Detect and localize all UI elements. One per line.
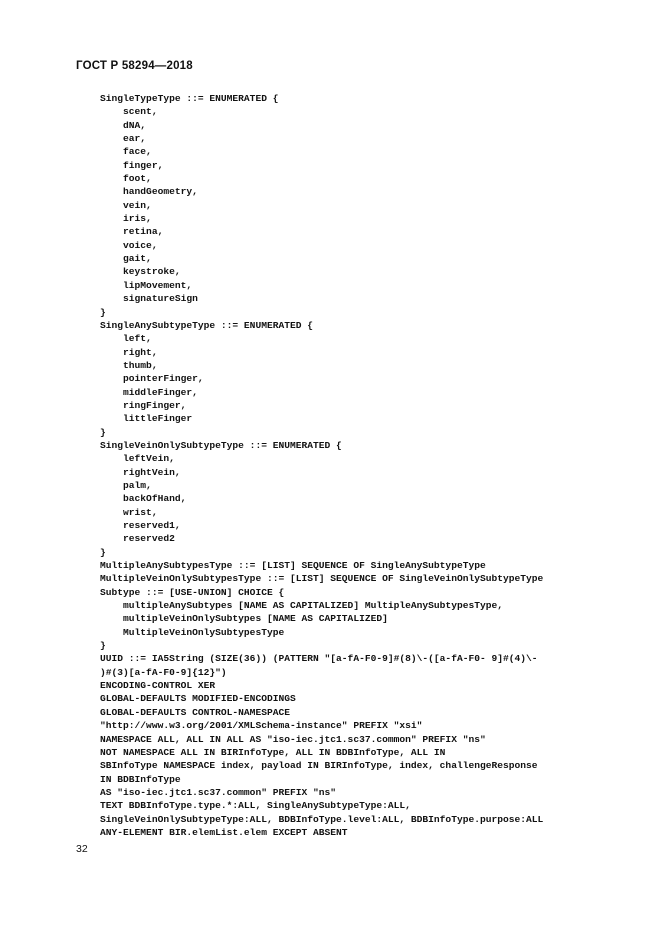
asn1-code-listing: [100, 92, 630, 839]
code-line: reserved1,: [100, 520, 181, 531]
code-line: rightVein,: [100, 466, 181, 478]
code-line: ear,: [100, 133, 147, 145]
code-line: voice,: [100, 239, 158, 251]
code-line: ENCODING-CONTROL XER: [100, 680, 216, 692]
page-number: 32: [76, 843, 88, 855]
code-line: NOT NAMESPACE ALL IN BIRInfoType, ALL IN BDBInfoType, ALL IN: [100, 746, 446, 758]
code-line: SBInfoType NAMESPACE index, payload IN BIRInfoType, index, challengeResponse: [100, 760, 538, 772]
code-line: backOfHand,: [100, 493, 187, 505]
code-line: "http://www.w3.org/2001/XMLSchema-instance" PREFIX "xsi": [100, 720, 423, 732]
code-line: left,: [100, 333, 152, 345]
code-line: middleFinger,: [100, 386, 198, 398]
code-line: TEXT BDBInfoType.type.*:ALL, SingleAnySubtypeType:ALL,: [100, 800, 411, 812]
code-line: AS "iso-iec.jtc1.sc37.common" PREFIX "ns": [100, 786, 337, 798]
code-line: multipleAnySubtypes [NAME AS CAPITALIZED] MultipleAnySubtypesType,: [100, 600, 504, 612]
code-line: pointerFinger,: [100, 373, 204, 385]
code-line: MultipleAnySubtypesType ::= [LIST] SEQUENCE OF SingleAnySubtypeType: [100, 560, 486, 572]
code-line: multipleVeinOnlySubtypes [NAME AS CAPITALIZED]: [100, 613, 388, 625]
code-line: keystroke,: [100, 266, 181, 278]
code-line: )#(3)[a-fA-F0-9]{12}"): [100, 666, 227, 678]
code-line: MultipleVeinOnlySubtypesType: [100, 626, 285, 638]
code-line: }: [100, 546, 106, 558]
code-line: thumb,: [100, 359, 158, 371]
code-line: SingleAnySubtypeType ::= ENUMERATED {: [100, 319, 314, 331]
code-line: }: [100, 640, 106, 652]
code-line: face,: [100, 146, 152, 158]
code-line: gait,: [100, 253, 152, 265]
code-line: retina,: [100, 226, 164, 238]
code-line: dNA,: [100, 119, 147, 131]
code-line: Subtype ::= [USE-UNION] CHOICE {: [100, 586, 285, 598]
code-line: leftVein,: [100, 453, 175, 465]
code-line: SingleVeinOnlySubtypeType ::= ENUMERATED {: [100, 439, 342, 451]
code-line: vein,: [100, 199, 152, 211]
code-line: GLOBAL-DEFAULTS MODIFIED-ENCODINGS: [100, 693, 296, 705]
code-line: ANY-ELEMENT BIR.elemList.elem EXCEPT ABSENT: [100, 826, 348, 838]
code-line: MultipleVeinOnlySubtypesType ::= [LIST] SEQUENCE OF SingleVeinOnlySubtypeType: [100, 573, 544, 585]
code-line: palm,: [100, 479, 152, 491]
code-line: wrist,: [100, 506, 158, 518]
code-line: handGeometry,: [100, 186, 198, 198]
code-line: scent,: [100, 106, 158, 118]
code-line: reserved2: [100, 533, 175, 545]
code-line: signatureSign: [100, 293, 198, 305]
code-line: lipMovement,: [100, 279, 193, 291]
code-line: GLOBAL-DEFAULTS CONTROL-NAMESPACE: [100, 706, 290, 718]
code-line: SingleTypeType ::= ENUMERATED {: [100, 93, 279, 104]
code-line: UUID ::= IA5String (SIZE(36)) (PATTERN "[a-fA-F0-9]#(8)\-([a-fA-F0- 9]#(4)\-: [100, 653, 538, 665]
code-line: SingleVeinOnlySubtypeType:ALL, BDBInfoType.level:ALL, BDBInfoType.purpose:ALL: [100, 813, 544, 825]
code-line: right,: [100, 346, 158, 358]
code-line: littleFinger: [100, 413, 193, 425]
code-line: }: [100, 426, 106, 438]
document-standard-header: ГОСТ Р 58294—2018: [76, 60, 193, 72]
code-line: ringFinger,: [100, 399, 187, 411]
code-line: finger,: [100, 159, 164, 171]
code-line: IN BDBInfoType: [100, 773, 181, 785]
code-line: iris,: [100, 213, 152, 225]
code-line: foot,: [100, 173, 152, 185]
code-line: NAMESPACE ALL, ALL IN ALL AS "iso-iec.jtc1.sc37.common" PREFIX "ns": [100, 733, 486, 745]
code-line: }: [100, 306, 106, 318]
